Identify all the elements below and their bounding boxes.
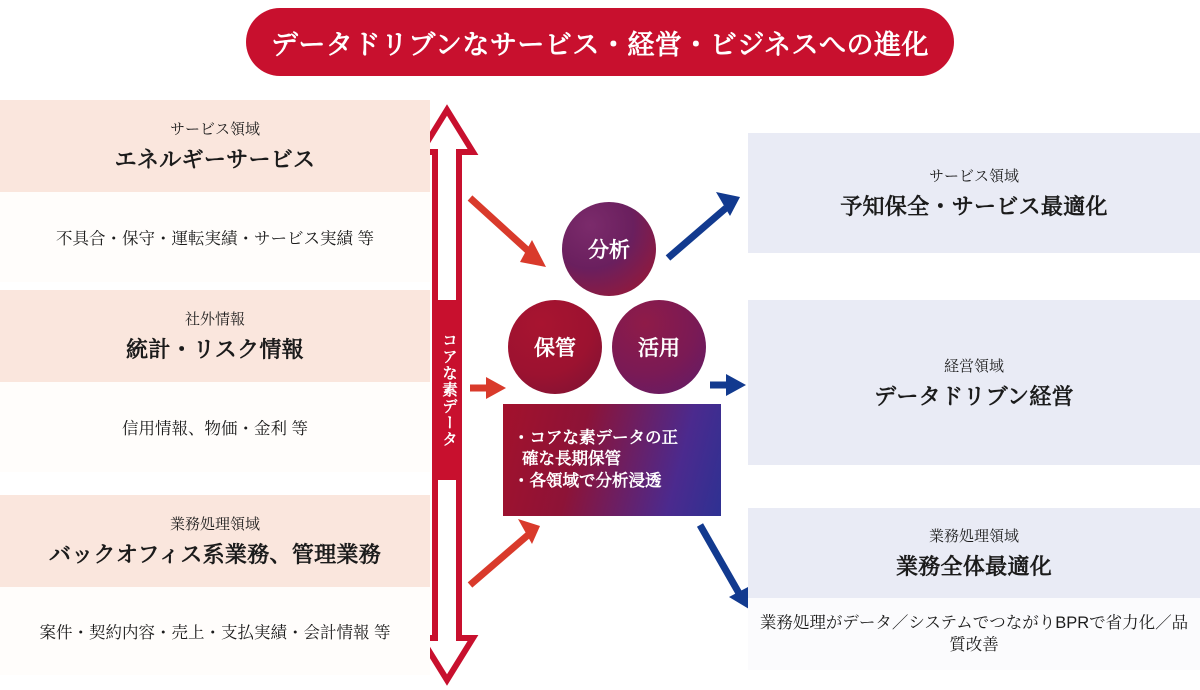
left-card-backoffice-header bbox=[0, 495, 430, 587]
bubble-use-label: 活用 bbox=[638, 337, 680, 360]
left-card-external-header bbox=[0, 290, 430, 382]
right-card-predictive-subtitle: サービス領域 bbox=[928, 168, 1019, 185]
bubble-store bbox=[508, 300, 602, 394]
core-note-line-1: ・コアな素データの正 bbox=[513, 428, 678, 447]
arrow-red-backoffice-to-note bbox=[470, 519, 540, 585]
left-card-energy-service bbox=[0, 100, 430, 282]
left-card-external-subtitle: 社外情報 bbox=[184, 311, 245, 328]
left-card-energy-title: エネルギーサービス bbox=[114, 147, 316, 172]
right-card-operations-subtitle: 業務処理領域 bbox=[928, 528, 1019, 545]
left-card-external-info bbox=[0, 290, 430, 472]
page-title-text: データドリブンなサービス・経営・ビジネスへの進化 bbox=[270, 29, 930, 60]
left-card-backoffice-subtitle: 業務処理領域 bbox=[169, 516, 260, 533]
bubble-store-label: 保管 bbox=[534, 337, 576, 360]
core-note-line-2: 確な長期保管 bbox=[522, 450, 621, 469]
right-card-predictive-maintenance bbox=[748, 133, 1200, 253]
right-card-operations-header bbox=[748, 508, 1200, 598]
bubble-use bbox=[612, 300, 706, 394]
right-card-management-subtitle: 経営領域 bbox=[943, 357, 1004, 375]
arrow-blue-analyze-to-predict bbox=[668, 192, 740, 258]
arrow-blue-use-to-management bbox=[710, 374, 746, 396]
left-card-energy-header bbox=[0, 100, 430, 192]
left-card-external-detail: 信用情報、物価・金利 等 bbox=[0, 382, 430, 472]
right-card-management-title: データドリブン経営 bbox=[874, 383, 1074, 409]
core-data-arrow-label: コアな素データ bbox=[440, 332, 457, 448]
bubble-analyze bbox=[562, 202, 656, 296]
left-card-backoffice bbox=[0, 495, 430, 675]
arrow-red-external-to-store bbox=[470, 377, 506, 399]
right-card-operations-title: 業務全体最適化 bbox=[895, 554, 1053, 579]
right-card-operations-optimization bbox=[748, 508, 1200, 670]
right-card-data-driven-management bbox=[748, 300, 1200, 465]
core-note-line-3: ・各領域で分析浸透 bbox=[513, 471, 662, 490]
arrow-blue-note-to-ops bbox=[700, 525, 749, 609]
right-card-operations-detail: 業務処理がデータ／システムでつながりBPRで省力化／品質改善 bbox=[748, 598, 1200, 670]
left-card-energy-subtitle: サービス領域 bbox=[169, 121, 260, 138]
page-title bbox=[246, 8, 954, 76]
bubble-analyze-label: 分析 bbox=[588, 239, 630, 262]
left-card-backoffice-title: バックオフィス系業務、管理業務 bbox=[48, 542, 382, 567]
left-card-backoffice-detail: 案件・契約内容・売上・支払実績・会計情報 等 bbox=[0, 587, 430, 675]
left-card-energy-detail: 不具合・保守・運転実績・サービス実績 等 bbox=[0, 192, 430, 282]
arrow-red-energy-to-analyze bbox=[470, 198, 546, 267]
core-data-note-box bbox=[503, 404, 721, 516]
right-card-predictive-title: 予知保全・サービス最適化 bbox=[840, 194, 1108, 219]
left-card-external-title: 統計・リスク情報 bbox=[126, 337, 304, 362]
